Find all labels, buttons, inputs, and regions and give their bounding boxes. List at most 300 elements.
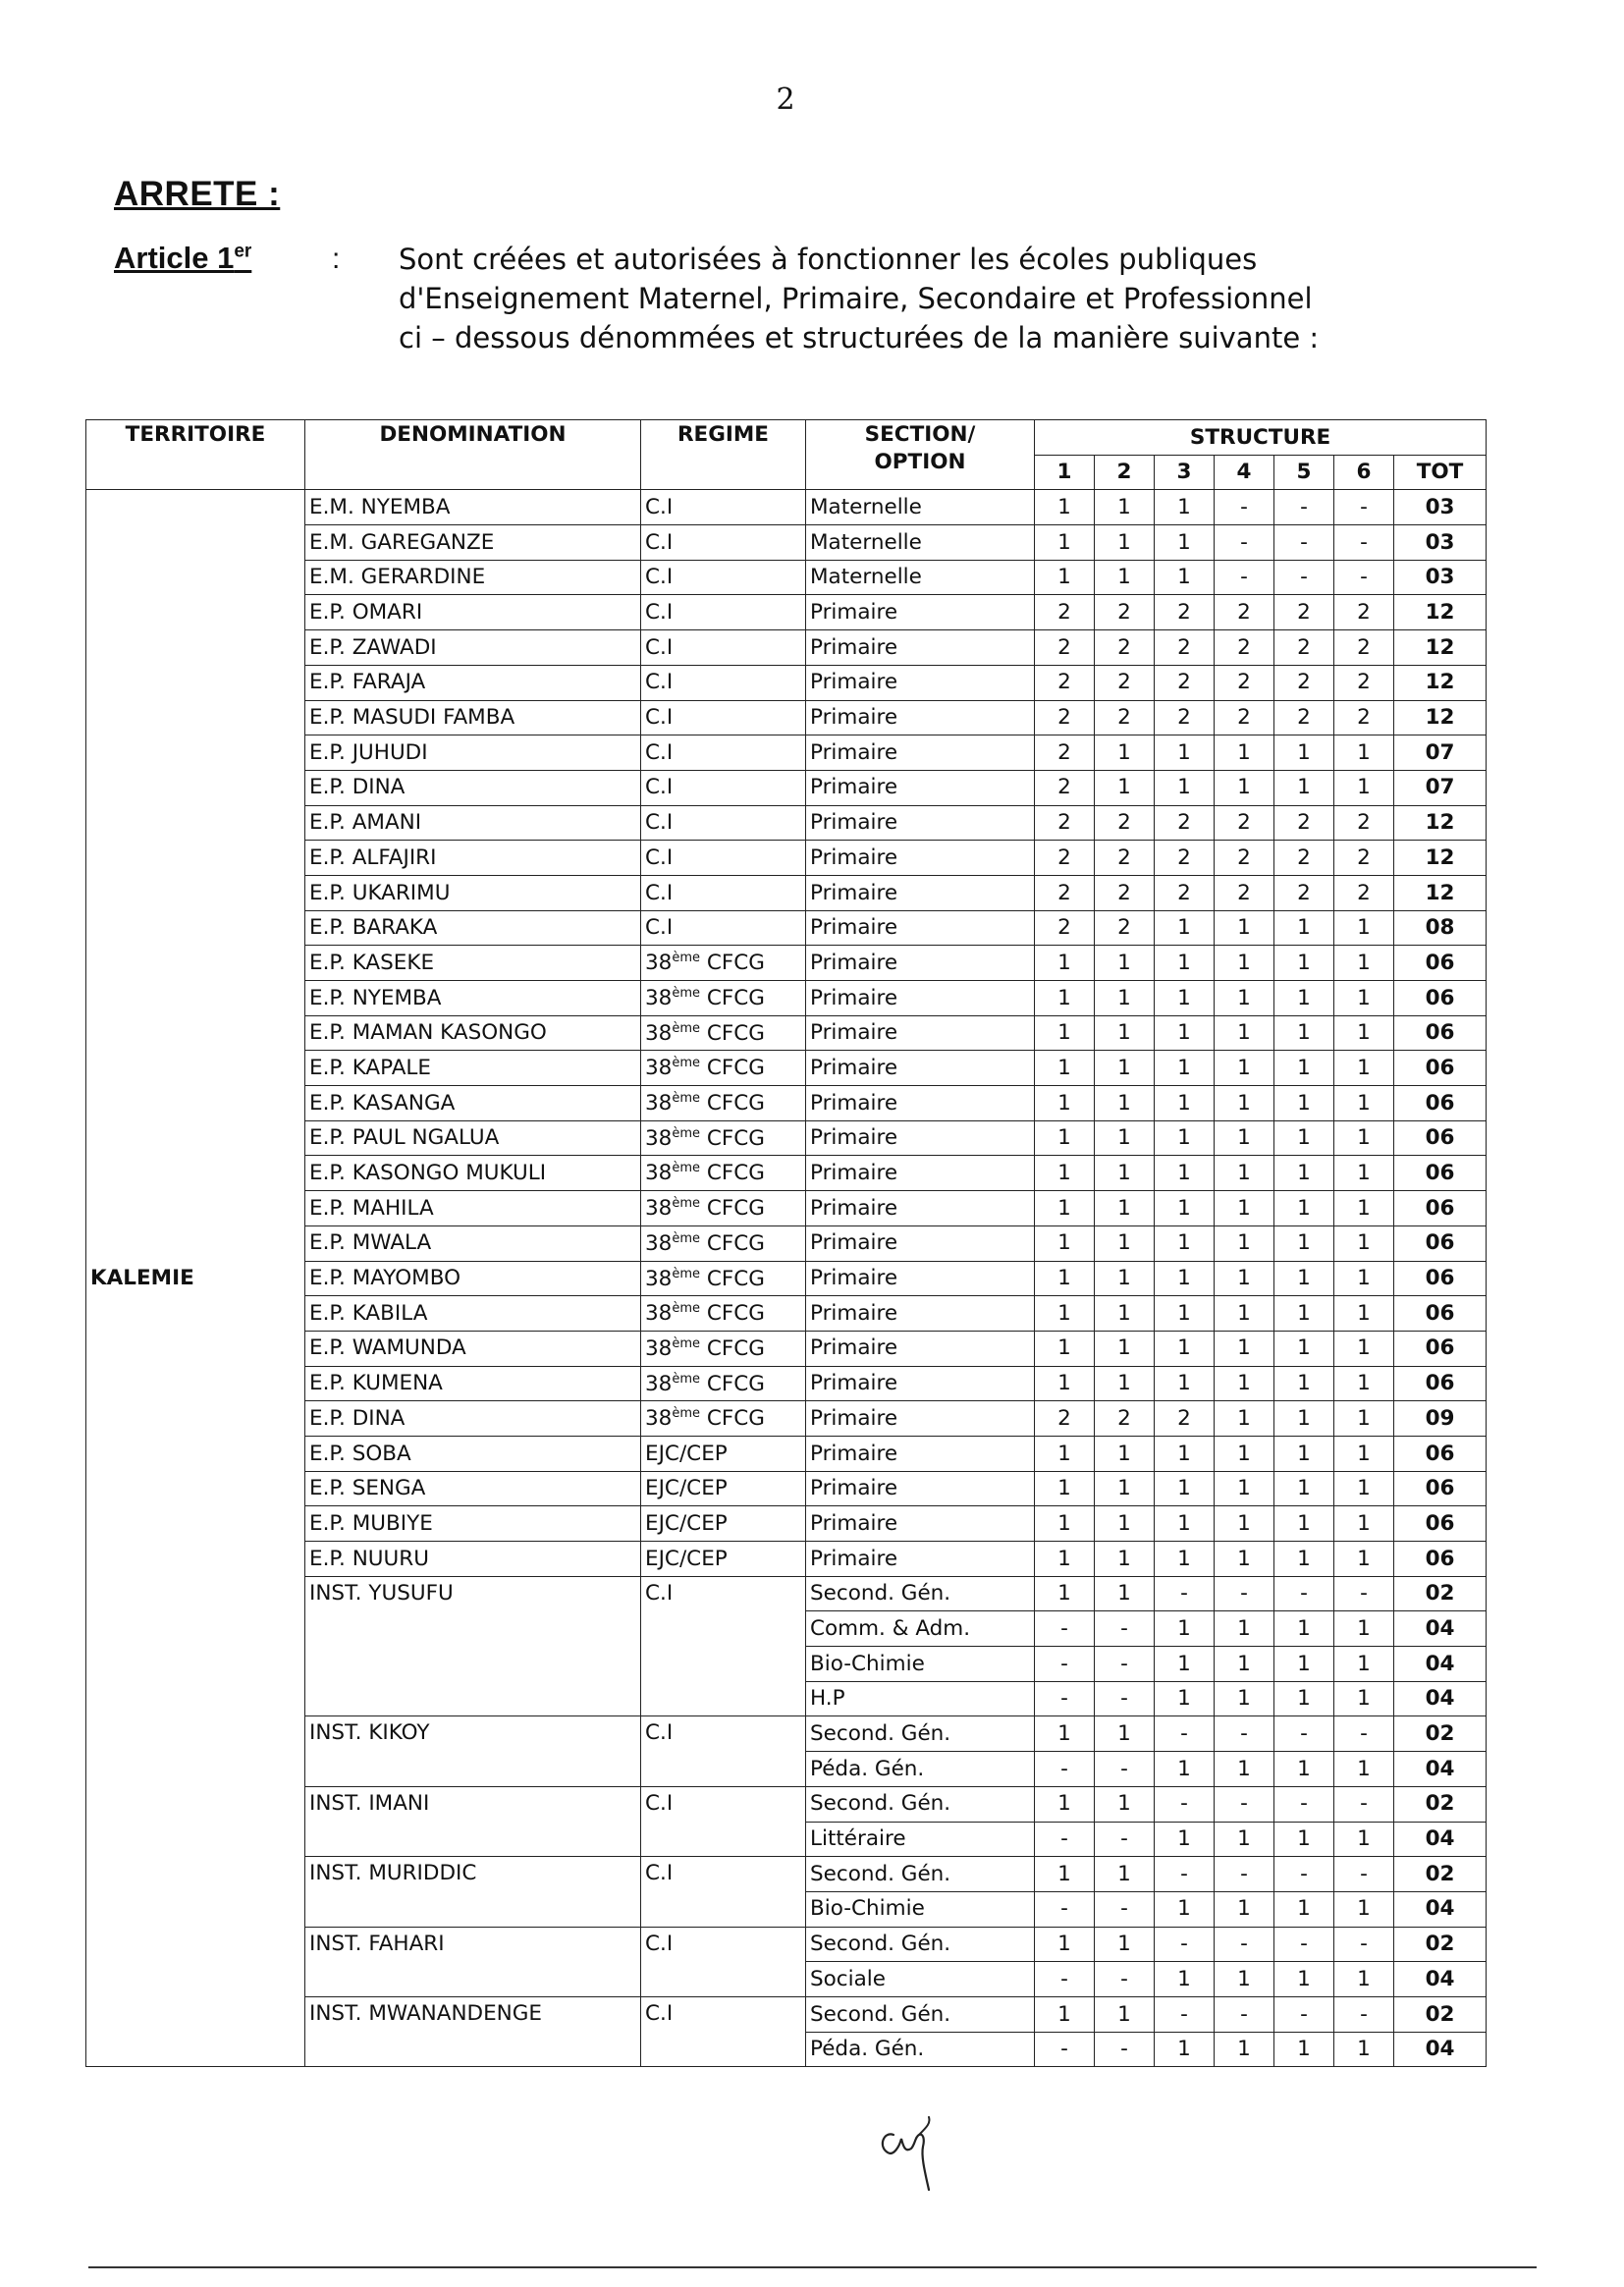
regime-text: C.I — [645, 529, 674, 555]
section-cell: Primaire — [806, 735, 1035, 771]
section-cell: Second. Gén. — [806, 1857, 1035, 1892]
structure-level-1-cell: 1 — [1035, 1120, 1095, 1156]
total-cell: 06 — [1394, 1471, 1487, 1506]
structure-level-5-cell: - — [1274, 1786, 1334, 1822]
denomination-cell: E.P. PAUL NGALUA — [305, 1120, 641, 1156]
section-cell: Maternelle — [806, 490, 1035, 525]
total-cell: 02 — [1394, 1927, 1487, 1962]
structure-level-1-cell: 1 — [1035, 981, 1095, 1016]
regime-cell — [641, 1786, 806, 1856]
structure-level-3-cell: 1 — [1155, 1436, 1215, 1471]
regime-cell — [641, 1927, 806, 1996]
structure-level-1-cell: - — [1035, 1611, 1095, 1647]
regime-cell — [641, 1120, 806, 1156]
structure-level-2-cell: 1 — [1095, 1086, 1155, 1121]
structure-level-3-cell: 2 — [1155, 595, 1215, 630]
regime-text: 38 — [645, 1406, 673, 1432]
regime-sup: ème — [672, 1301, 701, 1317]
structure-level-4-cell: 2 — [1215, 595, 1274, 630]
structure-level-2-cell: 1 — [1095, 770, 1155, 805]
regime-sup: ème — [672, 951, 701, 966]
denomination-cell: E.P. KUMENA — [305, 1366, 641, 1401]
structure-level-5-cell: 1 — [1274, 770, 1334, 805]
denomination-cell: E.P. KABILA — [305, 1296, 641, 1332]
total-cell: 12 — [1394, 805, 1487, 841]
regime-cell — [641, 595, 806, 630]
regime-cell — [641, 841, 806, 876]
header-level-1: 1 — [1035, 455, 1095, 490]
denomination-cell: E.P. FARAJA — [305, 665, 641, 700]
section-cell: Primaire — [806, 1261, 1035, 1296]
structure-level-3-cell: 2 — [1155, 630, 1215, 666]
structure-level-3-cell: 1 — [1155, 1962, 1215, 1997]
total-cell: 04 — [1394, 1962, 1487, 1997]
structure-level-6-cell: 2 — [1334, 700, 1394, 735]
regime-cell — [641, 560, 806, 595]
denomination-cell: E.P. JUHUDI — [305, 735, 641, 771]
total-cell: 06 — [1394, 1366, 1487, 1401]
denomination-cell: E.P. KASEKE — [305, 946, 641, 981]
regime-tail: CFCG — [700, 1371, 765, 1396]
structure-level-2-cell: 1 — [1095, 1786, 1155, 1822]
denomination-cell: INST. MWANANDENGE — [305, 1996, 641, 2066]
structure-level-1-cell: 1 — [1035, 1927, 1095, 1962]
total-cell: 06 — [1394, 1542, 1487, 1577]
regime-text: C.I — [645, 2000, 674, 2026]
denomination-cell: E.P. MAHILA — [305, 1191, 641, 1226]
structure-level-3-cell: 1 — [1155, 946, 1215, 981]
total-cell: 04 — [1394, 1752, 1487, 1787]
header-option: OPTION — [874, 449, 966, 474]
structure-level-4-cell: 2 — [1215, 841, 1274, 876]
structure-level-3-cell: 1 — [1155, 1156, 1215, 1191]
regime-text: C.I — [645, 880, 674, 905]
structure-level-3-cell: 1 — [1155, 1506, 1215, 1542]
denomination-cell: E.P. KASONGO MUKULI — [305, 1156, 641, 1191]
structure-level-6-cell: - — [1334, 490, 1394, 525]
structure-level-4-cell: 1 — [1215, 2032, 1274, 2067]
structure-level-4-cell: 1 — [1215, 1436, 1274, 1471]
denomination-cell: E.P. MWALA — [305, 1225, 641, 1261]
header-structure: STRUCTURE — [1035, 420, 1487, 456]
article-label-text: Article 1 — [114, 241, 235, 275]
structure-level-2-cell: 1 — [1095, 1225, 1155, 1261]
regime-text: 38 — [645, 1371, 673, 1396]
structure-level-6-cell: 2 — [1334, 595, 1394, 630]
structure-level-1-cell: 1 — [1035, 1051, 1095, 1086]
section-cell: Primaire — [806, 1436, 1035, 1471]
structure-level-6-cell: - — [1334, 1996, 1394, 2032]
regime-text: C.I — [645, 1580, 674, 1606]
structure-level-5-cell: 1 — [1274, 2032, 1334, 2067]
section-cell: Second. Gén. — [806, 1996, 1035, 2032]
total-cell: 06 — [1394, 1296, 1487, 1332]
regime-text: 38 — [645, 951, 673, 976]
regime-text: C.I — [645, 1931, 674, 1956]
structure-level-4-cell: 1 — [1215, 1051, 1274, 1086]
regime-text: EJC/CEP — [645, 1441, 728, 1466]
structure-level-2-cell: 2 — [1095, 910, 1155, 946]
section-cell: Primaire — [806, 1051, 1035, 1086]
denomination-cell: E.P. SOBA — [305, 1436, 641, 1471]
structure-level-4-cell: 1 — [1215, 1891, 1274, 1927]
structure-level-2-cell: 1 — [1095, 946, 1155, 981]
structure-level-6-cell: 1 — [1334, 1051, 1394, 1086]
structure-level-2-cell: 1 — [1095, 1436, 1155, 1471]
structure-level-2-cell: 2 — [1095, 630, 1155, 666]
total-cell: 12 — [1394, 841, 1487, 876]
denomination-cell: E.M. GERARDINE — [305, 560, 641, 595]
structure-level-3-cell: 1 — [1155, 735, 1215, 771]
header-level-3: 3 — [1155, 455, 1215, 490]
structure-level-4-cell: 2 — [1215, 630, 1274, 666]
decree-heading: ARRETE : — [114, 175, 281, 213]
structure-level-5-cell: - — [1274, 1996, 1334, 2032]
structure-level-2-cell: 1 — [1095, 1716, 1155, 1752]
section-cell: Bio-Chimie — [806, 1647, 1035, 1682]
schools-table — [85, 419, 1487, 2067]
structure-level-4-cell: 1 — [1215, 1681, 1274, 1716]
total-cell: 06 — [1394, 1051, 1487, 1086]
structure-level-2-cell: 1 — [1095, 1542, 1155, 1577]
section-cell: Littéraire — [806, 1822, 1035, 1857]
regime-text: 38 — [645, 1301, 673, 1327]
structure-level-3-cell: 2 — [1155, 700, 1215, 735]
structure-level-4-cell: 1 — [1215, 1191, 1274, 1226]
regime-text: 38 — [645, 1125, 673, 1151]
structure-level-5-cell: 1 — [1274, 1261, 1334, 1296]
structure-level-5-cell: 1 — [1274, 1051, 1334, 1086]
section-cell: Primaire — [806, 1296, 1035, 1332]
structure-level-5-cell: 2 — [1274, 875, 1334, 910]
territoire-cell: KALEMIE — [86, 490, 305, 2067]
structure-level-5-cell: - — [1274, 490, 1334, 525]
structure-level-5-cell: - — [1274, 525, 1334, 561]
structure-level-4-cell: 1 — [1215, 1647, 1274, 1682]
section-cell: Second. Gén. — [806, 1576, 1035, 1611]
total-cell: 02 — [1394, 1716, 1487, 1752]
regime-cell — [641, 805, 806, 841]
structure-level-1-cell: 1 — [1035, 1156, 1095, 1191]
structure-level-5-cell: 1 — [1274, 1962, 1334, 1997]
structure-level-6-cell: 1 — [1334, 1962, 1394, 1997]
structure-level-6-cell: 1 — [1334, 1401, 1394, 1437]
structure-level-3-cell: 2 — [1155, 1401, 1215, 1437]
structure-level-2-cell: - — [1095, 1962, 1155, 1997]
regime-cell — [641, 1996, 806, 2066]
section-cell: Primaire — [806, 1156, 1035, 1191]
regime-cell — [641, 1576, 806, 1716]
structure-level-3-cell: 1 — [1155, 981, 1215, 1016]
structure-level-3-cell: 2 — [1155, 875, 1215, 910]
total-cell: 04 — [1394, 1822, 1487, 1857]
denomination-cell: E.M. NYEMBA — [305, 490, 641, 525]
structure-level-2-cell: - — [1095, 1647, 1155, 1682]
denomination-cell: INST. YUSUFU — [305, 1576, 641, 1716]
structure-level-4-cell: 1 — [1215, 1366, 1274, 1401]
structure-level-1-cell: 1 — [1035, 1331, 1095, 1366]
structure-level-3-cell: 2 — [1155, 805, 1215, 841]
structure-level-3-cell: 1 — [1155, 1542, 1215, 1577]
denomination-cell: E.P. ALFAJIRI — [305, 841, 641, 876]
regime-cell — [641, 946, 806, 981]
structure-level-6-cell: 1 — [1334, 1681, 1394, 1716]
structure-level-3-cell: 1 — [1155, 2032, 1215, 2067]
regime-tail: CFCG — [700, 1056, 765, 1081]
structure-level-4-cell: 1 — [1215, 770, 1274, 805]
structure-level-6-cell: 1 — [1334, 2032, 1394, 2067]
structure-level-2-cell: - — [1095, 1822, 1155, 1857]
structure-level-3-cell: 1 — [1155, 1752, 1215, 1787]
structure-level-6-cell: 1 — [1334, 1611, 1394, 1647]
structure-level-1-cell: 1 — [1035, 1086, 1095, 1121]
denomination-cell: E.P. KASANGA — [305, 1086, 641, 1121]
structure-level-4-cell: 1 — [1215, 1401, 1274, 1437]
header-denomination: DENOMINATION — [305, 420, 641, 490]
structure-level-4-cell: - — [1215, 1786, 1274, 1822]
structure-level-2-cell: 1 — [1095, 560, 1155, 595]
table-body — [86, 490, 1487, 2067]
structure-level-1-cell: - — [1035, 1752, 1095, 1787]
structure-level-1-cell: 2 — [1035, 630, 1095, 666]
section-cell: Comm. & Adm. — [806, 1611, 1035, 1647]
section-cell: Sociale — [806, 1962, 1035, 1997]
section-cell: Primaire — [806, 770, 1035, 805]
regime-sup: ème — [672, 1020, 701, 1036]
structure-level-6-cell: 1 — [1334, 946, 1394, 981]
structure-level-3-cell: 1 — [1155, 1891, 1215, 1927]
regime-text: EJC/CEP — [645, 1546, 728, 1571]
structure-level-4-cell: 2 — [1215, 700, 1274, 735]
structure-level-4-cell: 1 — [1215, 1331, 1274, 1366]
regime-tail: CFCG — [700, 1301, 765, 1327]
structure-level-2-cell: 2 — [1095, 875, 1155, 910]
structure-level-1-cell: 1 — [1035, 1786, 1095, 1822]
structure-level-2-cell: 1 — [1095, 1857, 1155, 1892]
structure-level-4-cell: - — [1215, 1857, 1274, 1892]
regime-cell — [641, 1401, 806, 1437]
denomination-cell: E.P. NUURU — [305, 1542, 641, 1577]
structure-level-2-cell: 1 — [1095, 490, 1155, 525]
denomination-cell: INST. FAHARI — [305, 1927, 641, 1996]
structure-level-6-cell: 1 — [1334, 1542, 1394, 1577]
structure-level-4-cell: 1 — [1215, 1822, 1274, 1857]
structure-level-3-cell: 1 — [1155, 560, 1215, 595]
structure-level-5-cell: 1 — [1274, 1331, 1334, 1366]
structure-level-1-cell: 1 — [1035, 1296, 1095, 1332]
structure-level-6-cell: 1 — [1334, 1366, 1394, 1401]
header-section-option — [806, 420, 1035, 490]
structure-level-3-cell: - — [1155, 1996, 1215, 2032]
structure-level-6-cell: 1 — [1334, 1261, 1394, 1296]
structure-level-2-cell: 1 — [1095, 1576, 1155, 1611]
structure-level-4-cell: 2 — [1215, 805, 1274, 841]
structure-level-1-cell: 1 — [1035, 1191, 1095, 1226]
structure-level-6-cell: 1 — [1334, 1086, 1394, 1121]
section-cell: Maternelle — [806, 525, 1035, 561]
regime-tail: CFCG — [700, 1125, 765, 1151]
section-cell: Primaire — [806, 875, 1035, 910]
regime-sup: ème — [672, 1266, 701, 1281]
structure-level-6-cell: 1 — [1334, 735, 1394, 771]
structure-level-1-cell: - — [1035, 2032, 1095, 2067]
structure-level-6-cell: - — [1334, 560, 1394, 595]
structure-level-4-cell: - — [1215, 1716, 1274, 1752]
structure-level-5-cell: 1 — [1274, 1156, 1334, 1191]
regime-tail: CFCG — [700, 1230, 765, 1256]
regime-cell — [641, 1716, 806, 1786]
denomination-cell: E.P. MAYOMBO — [305, 1261, 641, 1296]
structure-level-4-cell: - — [1215, 1576, 1274, 1611]
structure-level-4-cell: 1 — [1215, 946, 1274, 981]
regime-cell — [641, 875, 806, 910]
structure-level-5-cell: 2 — [1274, 595, 1334, 630]
article-label-sup: er — [234, 241, 252, 262]
structure-level-2-cell: 1 — [1095, 1927, 1155, 1962]
structure-level-2-cell: 1 — [1095, 1996, 1155, 2032]
section-cell: Primaire — [806, 1542, 1035, 1577]
structure-level-2-cell: 1 — [1095, 1156, 1155, 1191]
structure-level-4-cell: 1 — [1215, 1471, 1274, 1506]
denomination-cell: E.P. MAMAN KASONGO — [305, 1015, 641, 1051]
section-cell: Second. Gén. — [806, 1716, 1035, 1752]
structure-level-5-cell: 1 — [1274, 1611, 1334, 1647]
structure-level-5-cell: 2 — [1274, 841, 1334, 876]
header-regime: REGIME — [641, 420, 806, 490]
regime-text: 38 — [645, 986, 673, 1011]
structure-level-5-cell: 1 — [1274, 735, 1334, 771]
structure-level-1-cell: 1 — [1035, 1261, 1095, 1296]
denomination-cell: E.P. UKARIMU — [305, 875, 641, 910]
structure-level-4-cell: 1 — [1215, 1296, 1274, 1332]
structure-level-1-cell: - — [1035, 1822, 1095, 1857]
structure-level-3-cell: 1 — [1155, 1681, 1215, 1716]
total-cell: 02 — [1394, 1857, 1487, 1892]
regime-cell — [641, 770, 806, 805]
structure-level-1-cell: 1 — [1035, 1471, 1095, 1506]
denomination-cell: INST. KIKOY — [305, 1716, 641, 1786]
regime-text: 38 — [645, 1020, 673, 1046]
section-cell: Primaire — [806, 981, 1035, 1016]
regime-sup: ème — [672, 986, 701, 1002]
denomination-cell: E.P. KAPALE — [305, 1051, 641, 1086]
regime-text: C.I — [645, 705, 674, 731]
structure-level-2-cell: - — [1095, 1891, 1155, 1927]
structure-level-5-cell: 2 — [1274, 805, 1334, 841]
structure-level-6-cell: 1 — [1334, 1752, 1394, 1787]
structure-level-3-cell: - — [1155, 1857, 1215, 1892]
article-line: Sont créées et autorisées à fonctionner les écoles publiques — [399, 243, 1258, 276]
structure-level-3-cell: 1 — [1155, 490, 1215, 525]
structure-level-1-cell: - — [1035, 1681, 1095, 1716]
structure-level-2-cell: 2 — [1095, 595, 1155, 630]
total-cell: 12 — [1394, 630, 1487, 666]
structure-level-1-cell: 1 — [1035, 1857, 1095, 1892]
section-cell: Primaire — [806, 1366, 1035, 1401]
denomination-cell: E.P. DINA — [305, 1401, 641, 1437]
structure-level-2-cell: 1 — [1095, 1191, 1155, 1226]
structure-level-4-cell: 1 — [1215, 1120, 1274, 1156]
regime-cell — [641, 1225, 806, 1261]
regime-tail: CFCG — [700, 1406, 765, 1432]
total-cell: 02 — [1394, 1576, 1487, 1611]
total-cell: 03 — [1394, 490, 1487, 525]
regime-cell — [641, 1471, 806, 1506]
structure-level-2-cell: 2 — [1095, 1401, 1155, 1437]
structure-level-5-cell: 1 — [1274, 1296, 1334, 1332]
structure-level-3-cell: 1 — [1155, 1191, 1215, 1226]
structure-level-3-cell: 1 — [1155, 1051, 1215, 1086]
section-cell: Primaire — [806, 1471, 1035, 1506]
regime-text: C.I — [645, 670, 674, 695]
structure-level-1-cell: 2 — [1035, 875, 1095, 910]
structure-level-5-cell: 1 — [1274, 1471, 1334, 1506]
structure-level-2-cell: 1 — [1095, 1331, 1155, 1366]
structure-level-2-cell: 1 — [1095, 981, 1155, 1016]
structure-level-6-cell: 1 — [1334, 1331, 1394, 1366]
section-cell: Primaire — [806, 665, 1035, 700]
structure-level-3-cell: - — [1155, 1927, 1215, 1962]
structure-level-5-cell: 1 — [1274, 1891, 1334, 1927]
structure-level-6-cell: 1 — [1334, 1120, 1394, 1156]
structure-level-4-cell: - — [1215, 525, 1274, 561]
structure-level-5-cell: - — [1274, 1857, 1334, 1892]
section-cell: Primaire — [806, 910, 1035, 946]
structure-level-5-cell: 1 — [1274, 1506, 1334, 1542]
section-cell: Péda. Gén. — [806, 2032, 1035, 2067]
structure-level-4-cell: 1 — [1215, 1542, 1274, 1577]
structure-level-6-cell: 1 — [1334, 1891, 1394, 1927]
structure-level-2-cell: - — [1095, 2032, 1155, 2067]
regime-cell — [641, 1296, 806, 1332]
structure-level-1-cell: - — [1035, 1891, 1095, 1927]
structure-level-1-cell: 1 — [1035, 1576, 1095, 1611]
total-cell: 09 — [1394, 1401, 1487, 1437]
structure-level-4-cell: 1 — [1215, 1225, 1274, 1261]
section-cell: Primaire — [806, 841, 1035, 876]
structure-level-5-cell: 1 — [1274, 1542, 1334, 1577]
total-cell: 03 — [1394, 560, 1487, 595]
header-section: SECTION/ — [864, 422, 976, 447]
regime-text: 38 — [645, 1091, 673, 1116]
regime-text: C.I — [645, 1861, 674, 1886]
structure-level-5-cell: 1 — [1274, 1822, 1334, 1857]
article-line: d'Enseignement Maternel, Primaire, Secondaire et Professionnel — [399, 282, 1313, 315]
total-cell: 12 — [1394, 595, 1487, 630]
structure-level-4-cell: - — [1215, 1927, 1274, 1962]
structure-level-1-cell: 1 — [1035, 1542, 1095, 1577]
regime-sup: ème — [672, 1125, 701, 1141]
structure-level-1-cell: 1 — [1035, 1996, 1095, 2032]
regime-text: 38 — [645, 1336, 673, 1362]
denomination-cell: E.P. BARAKA — [305, 910, 641, 946]
total-cell: 06 — [1394, 1120, 1487, 1156]
structure-level-2-cell: 2 — [1095, 805, 1155, 841]
structure-level-3-cell: 1 — [1155, 1296, 1215, 1332]
structure-level-6-cell: 1 — [1334, 1296, 1394, 1332]
structure-level-3-cell: - — [1155, 1716, 1215, 1752]
structure-level-5-cell: 1 — [1274, 981, 1334, 1016]
total-cell: 04 — [1394, 1611, 1487, 1647]
structure-level-2-cell: 1 — [1095, 1261, 1155, 1296]
structure-level-3-cell: 1 — [1155, 1086, 1215, 1121]
structure-level-6-cell: 2 — [1334, 875, 1394, 910]
structure-level-2-cell: 2 — [1095, 665, 1155, 700]
total-cell: 07 — [1394, 735, 1487, 771]
structure-level-1-cell: 1 — [1035, 1225, 1095, 1261]
regime-tail: CFCG — [700, 951, 765, 976]
structure-level-2-cell: 1 — [1095, 1051, 1155, 1086]
